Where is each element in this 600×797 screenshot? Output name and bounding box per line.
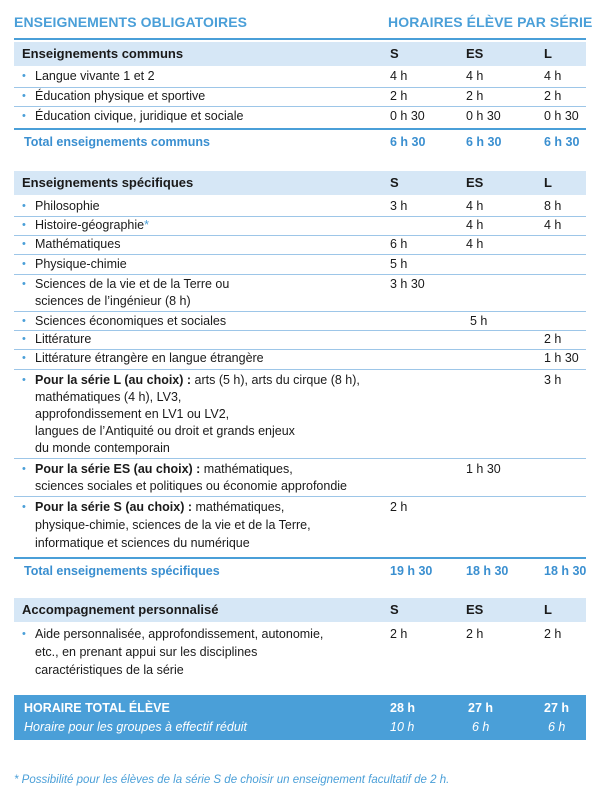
cell-s: 3 h bbox=[390, 199, 408, 213]
cell-es: 4 h bbox=[466, 69, 484, 83]
cell-s: 2 h bbox=[390, 627, 408, 641]
row-label: sciences sociales et politiques ou économie approfondie bbox=[35, 479, 347, 493]
row-divider bbox=[14, 330, 586, 331]
row-divider bbox=[14, 369, 586, 370]
col-es-header: ES bbox=[466, 175, 484, 190]
row-label: mathématiques (4 h), LV3, bbox=[35, 390, 182, 404]
total-l: 18 h 30 bbox=[544, 564, 587, 578]
total-es: 18 h 30 bbox=[466, 564, 509, 578]
total-label: Total enseignements communs bbox=[24, 135, 210, 149]
section-heading-left: ENSEIGNEMENTS OBLIGATOIRES bbox=[14, 14, 248, 30]
cell-l: 8 h bbox=[544, 199, 562, 213]
cell-s: 2 h bbox=[390, 89, 408, 103]
col-s-header: S bbox=[390, 602, 399, 617]
specifiques-section-bar bbox=[14, 171, 586, 195]
cell-es: 1 h 30 bbox=[466, 462, 501, 476]
row-label: Éducation physique et sportive bbox=[35, 89, 206, 103]
row-label: Sciences de la vie et de la Terre ou bbox=[35, 277, 230, 291]
groupes-reduits-l: 6 h bbox=[548, 720, 566, 734]
row-label: sciences de l’ingénieur (8 h) bbox=[35, 294, 191, 308]
col-s-header: S bbox=[390, 175, 399, 190]
total-rule bbox=[14, 557, 586, 559]
row-label: Pour la série S (au choix) : mathématiques, bbox=[35, 500, 285, 514]
row-divider bbox=[14, 254, 586, 255]
cell-s: 0 h 30 bbox=[390, 109, 425, 123]
section-heading-right: HORAIRES ÉLÈVE PAR SÉRIE bbox=[388, 14, 593, 30]
groupes-reduits-es: 6 h bbox=[472, 720, 490, 734]
row-label: Pour la série ES (au choix) : mathématiques, bbox=[35, 462, 293, 476]
row-label: Physique-chimie bbox=[35, 257, 127, 271]
cell-s: 6 h bbox=[390, 237, 408, 251]
bullet-icon: • bbox=[22, 90, 26, 102]
cell-s: 4 h bbox=[390, 69, 408, 83]
row-label: Aide personnalisée, approfondissement, autonomie, bbox=[35, 627, 324, 641]
cell-l: 2 h bbox=[544, 332, 562, 346]
cell-es: 4 h bbox=[466, 237, 484, 251]
row-label: Littérature étrangère en langue étrangère bbox=[35, 351, 264, 365]
cell-s: 3 h 30 bbox=[390, 277, 425, 291]
cell-es: 0 h 30 bbox=[466, 109, 501, 123]
bullet-icon: • bbox=[22, 352, 26, 364]
row-divider bbox=[14, 311, 586, 312]
row-label: physique-chimie, sciences de la vie et de la Terre, bbox=[35, 518, 311, 532]
total-rule bbox=[14, 128, 586, 130]
col-l-header: L bbox=[544, 46, 552, 61]
bullet-icon: • bbox=[22, 501, 26, 513]
communs-title: Enseignements communs bbox=[22, 46, 184, 61]
bullet-icon: • bbox=[22, 463, 26, 475]
groupes-reduits-s: 10 h bbox=[390, 720, 415, 734]
col-l-header: L bbox=[544, 175, 552, 190]
row-label: etc., en prenant appui sur les disciplines bbox=[35, 645, 258, 659]
bullet-icon: • bbox=[22, 200, 26, 212]
row-label: Sciences économiques et sociales bbox=[35, 314, 227, 328]
row-label: informatique et sciences du numérique bbox=[35, 536, 250, 550]
footnote-marker: * bbox=[144, 218, 149, 232]
row-divider bbox=[14, 106, 586, 107]
communs-section-bar bbox=[14, 42, 586, 66]
col-es-header: ES bbox=[466, 46, 484, 61]
cell-es: 4 h bbox=[466, 218, 484, 232]
cell-l: 4 h bbox=[544, 69, 562, 83]
row-divider bbox=[14, 274, 586, 275]
total-l: 6 h 30 bbox=[544, 135, 580, 149]
bullet-icon: • bbox=[22, 315, 26, 327]
footnote: * Possibilité pour les élèves de la série S de choisir un enseignement facultatif de 2 h. bbox=[14, 774, 450, 786]
cell-es: 2 h bbox=[466, 627, 484, 641]
cell-l: 2 h bbox=[544, 627, 562, 641]
total-s: 19 h 30 bbox=[390, 564, 433, 578]
row-label: Langue vivante 1 et 2 bbox=[35, 69, 155, 83]
row-divider bbox=[14, 496, 586, 497]
bullet-icon: • bbox=[22, 258, 26, 270]
row-label: Mathématiques bbox=[35, 237, 121, 251]
row-label: Pour la série L (au choix) : arts (5 h), arts du cirque (8 h), bbox=[35, 373, 360, 387]
bullet-icon: • bbox=[22, 628, 26, 640]
specifiques-title: Enseignements spécifiques bbox=[22, 175, 194, 190]
cell-s: 5 h bbox=[390, 257, 408, 271]
header-rule bbox=[14, 38, 586, 40]
col-l-header: L bbox=[544, 602, 552, 617]
col-es-header: ES bbox=[466, 602, 484, 617]
total-eleve-label: HORAIRE TOTAL ÉLÈVE bbox=[24, 701, 170, 715]
bullet-icon: • bbox=[22, 278, 26, 290]
total-eleve-es: 27 h bbox=[468, 701, 494, 715]
total-eleve-box bbox=[14, 695, 586, 740]
row-label: Histoire-géographie* bbox=[35, 218, 149, 232]
row-label: du monde contemporain bbox=[35, 441, 170, 455]
cell-es: 5 h bbox=[470, 314, 488, 328]
row-label: caractéristiques de la série bbox=[35, 663, 184, 677]
bullet-icon: • bbox=[22, 238, 26, 250]
cell-l: 4 h bbox=[544, 218, 562, 232]
row-label: Éducation civique, juridique et sociale bbox=[35, 109, 244, 123]
row-divider bbox=[14, 458, 586, 459]
row-label: Philosophie bbox=[35, 199, 100, 213]
cell-l: 0 h 30 bbox=[544, 109, 579, 123]
total-s: 6 h 30 bbox=[390, 135, 426, 149]
cell-l: 1 h 30 bbox=[544, 351, 579, 365]
col-s-header: S bbox=[390, 46, 399, 61]
total-es: 6 h 30 bbox=[466, 135, 502, 149]
bullet-icon: • bbox=[22, 333, 26, 345]
total-eleve-l: 27 h bbox=[544, 701, 570, 715]
accompagnement-title: Accompagnement personnalisé bbox=[22, 602, 219, 617]
cell-es: 4 h bbox=[466, 199, 484, 213]
bullet-icon: • bbox=[22, 70, 26, 82]
row-label: approfondissement en LV1 ou LV2, bbox=[35, 407, 230, 421]
cell-s: 2 h bbox=[390, 500, 408, 514]
row-label: Littérature bbox=[35, 332, 92, 346]
cell-l: 3 h bbox=[544, 373, 562, 387]
bullet-icon: • bbox=[22, 374, 26, 386]
total-eleve-s: 28 h bbox=[390, 701, 416, 715]
groupes-reduits-label: Horaire pour les groupes à effectif réduit bbox=[24, 720, 248, 734]
cell-es: 2 h bbox=[466, 89, 484, 103]
accompagnement-section-bar bbox=[14, 598, 586, 622]
row-label: langues de l’Antiquité ou droit et grands enjeux bbox=[35, 424, 295, 438]
cell-l: 2 h bbox=[544, 89, 562, 103]
total-label: Total enseignements spécifiques bbox=[24, 564, 220, 578]
bullet-icon: • bbox=[22, 219, 26, 231]
bullet-icon: • bbox=[22, 110, 26, 122]
